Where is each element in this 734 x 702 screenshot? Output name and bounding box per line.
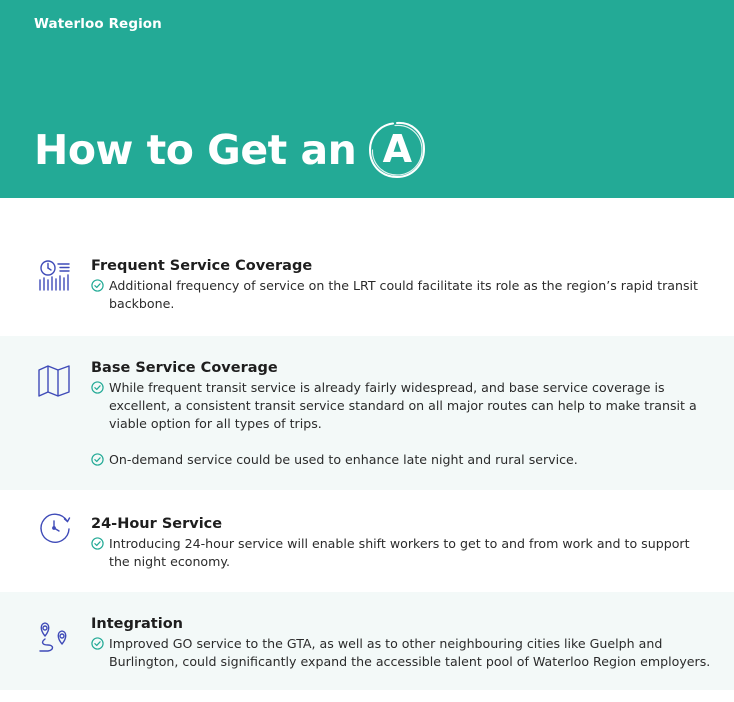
section-frequent-service xyxy=(0,236,734,334)
page-title: How to Get an xyxy=(34,126,357,174)
check-circle-icon xyxy=(91,381,104,394)
section-title: Frequent Service Coverage xyxy=(91,258,313,274)
bullet-item xyxy=(91,535,711,571)
grade-letter: A xyxy=(382,127,413,171)
check-circle-icon xyxy=(91,537,104,550)
bullet-item xyxy=(91,451,711,469)
section-base-service xyxy=(0,336,734,490)
map-icon xyxy=(36,363,72,399)
bullet-text: On-demand service could be used to enhance late night and rural service. xyxy=(109,452,578,467)
section-title: 24-Hour Service xyxy=(91,516,223,532)
grade-badge xyxy=(366,119,428,181)
bullet-text: Improved GO service to the GTA, as well as to other neighbouring cities like Guelph and Burlington, could significantly expand the accessible talent pool of Waterloo Region employers. xyxy=(109,636,711,669)
section-title: Base Service Coverage xyxy=(91,360,278,376)
section-24-hour-service xyxy=(0,492,734,590)
check-circle-icon xyxy=(91,279,104,292)
bullet-text: Additional frequency of service on the LRT could facilitate its role as the region’s rapid transit backbone. xyxy=(109,278,698,311)
title-row xyxy=(34,120,428,180)
schedule-chart-icon xyxy=(36,258,72,294)
bullet-text: While frequent transit service is already fairly widespread, and base service coverage is excellent, a consistent transit service standard on all major routes can help to make transit a viable option for all types of trips. xyxy=(109,380,697,431)
region-label: Waterloo Region xyxy=(34,16,162,32)
section-integration xyxy=(0,592,734,690)
route-pins-icon xyxy=(36,620,72,656)
bullet-text: Introducing 24-hour service will enable shift workers to get to and from work and to support the night economy. xyxy=(109,536,690,569)
bullet-item xyxy=(91,379,711,433)
check-circle-icon xyxy=(91,453,104,466)
section-title: Integration xyxy=(91,616,183,632)
header-banner xyxy=(0,0,734,198)
check-circle-icon xyxy=(91,637,104,650)
bullet-item xyxy=(91,277,711,313)
bullet-item xyxy=(91,635,711,671)
clock-icon xyxy=(36,510,72,546)
